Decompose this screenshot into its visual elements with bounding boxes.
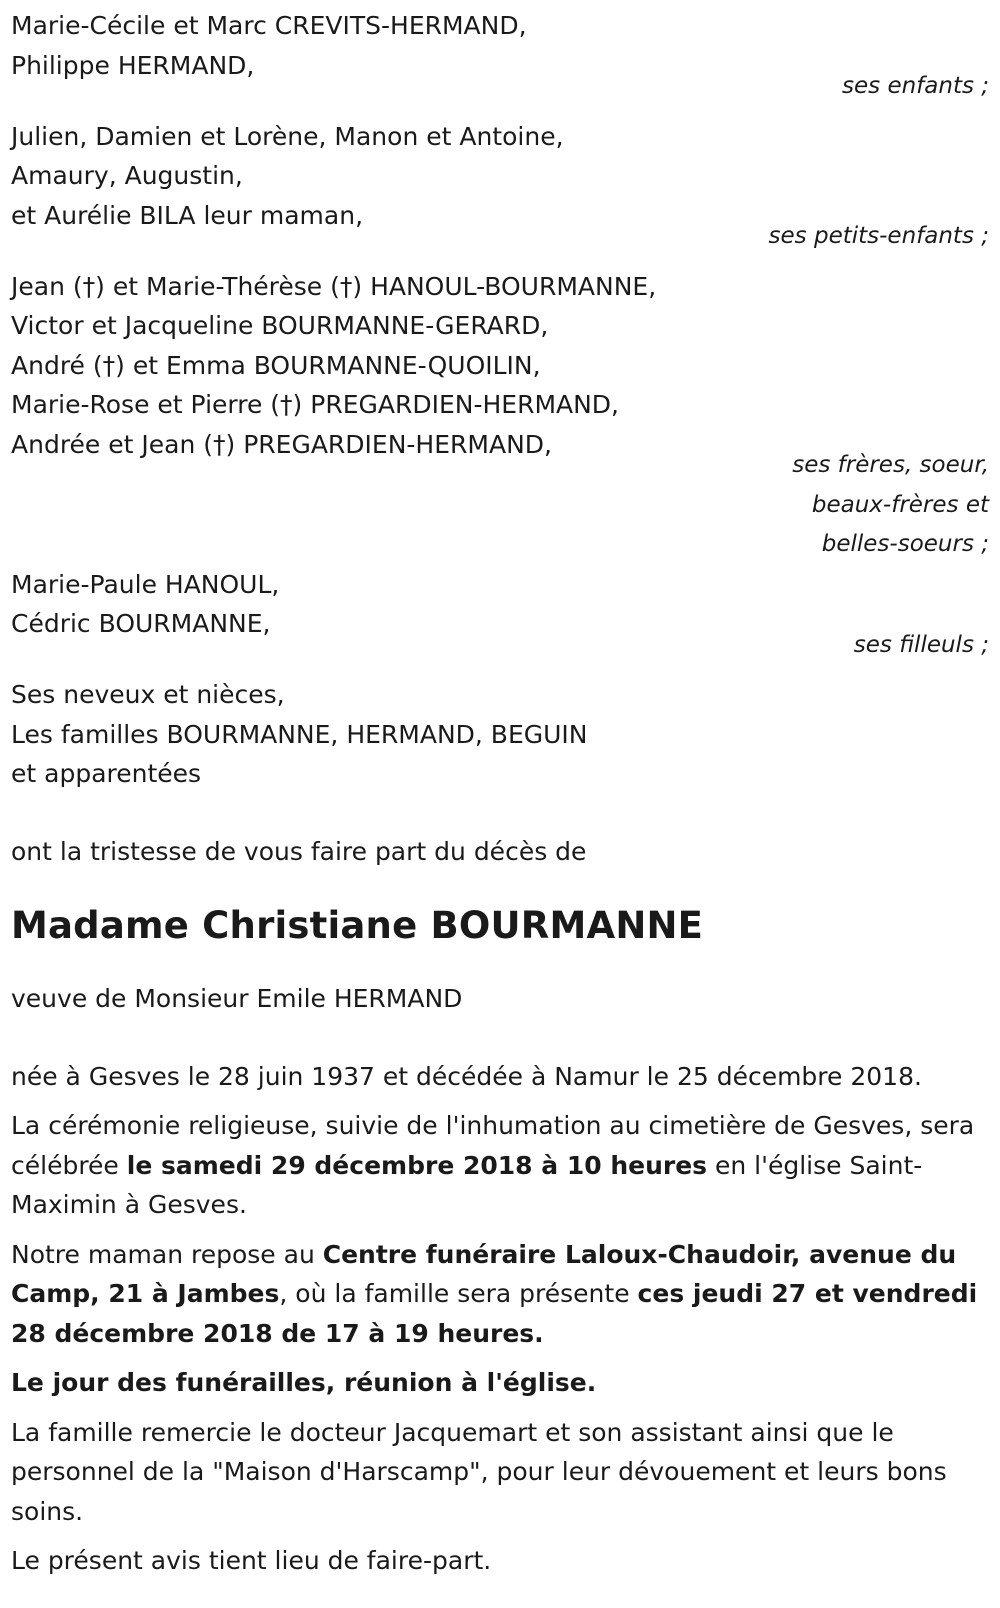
- family-line: Marie-Paule HANOUL,: [11, 569, 280, 599]
- birth-death-text: née à Gesves le 28 juin 1937 et décédée à Namur le 25 décembre 2018.: [11, 1061, 922, 1091]
- visitation-mid: , où la famille sera présente: [279, 1279, 638, 1308]
- ceremony-location: en l'église Saint-Maximin à Gesves.: [11, 1150, 923, 1219]
- siblings-group: [11, 267, 989, 565]
- closing-text: Le présent avis tient lieu de faire-part.: [11, 1546, 492, 1575]
- family-line: Victor et Jacqueline BOURMANNE-GERARD,: [11, 311, 549, 340]
- family-line: André (†) et Emma BOURMANNE-QUOILIN,: [11, 350, 541, 380]
- godchildren-group: [11, 565, 989, 666]
- role-label-children: ses enfants ;: [842, 73, 989, 99]
- family-line: Les familles BOURMANNE, HERMAND, BEGUIN: [11, 719, 588, 749]
- family-line: Philippe HERMAND,: [11, 50, 255, 80]
- ceremony-date: le samedi 29 décembre 2018 à 10 heures: [126, 1150, 708, 1180]
- widow-of-text: veuve de Monsieur Emile HERMAND: [11, 984, 463, 1013]
- visitation-paragraph: [11, 1235, 986, 1354]
- family-line: Andrée et Jean (†) PREGARDIEN-HERMAND,: [11, 429, 552, 459]
- role-label-grandchildren: ses petits-enfants ;: [768, 223, 989, 249]
- deceased-name: Madame Christiane BOURMANNE: [11, 904, 704, 947]
- role-label-siblings-3: belles-soeurs ;: [821, 531, 989, 557]
- role-label-siblings-2: beaux-frères et: [811, 491, 989, 518]
- visitation-dates: ces jeudi 27 et vendredi 28 décembre 2018 de 17 à 19 heures.: [11, 1279, 978, 1348]
- visitation-text: Notre maman repose au: [11, 1239, 323, 1269]
- family-line: Amaury, Augustin,: [11, 161, 243, 190]
- announcement-text: ont la tristesse de vous faire part du décès de: [11, 836, 587, 866]
- children-group: [11, 6, 989, 107]
- family-line: Jean (†) et Marie-Thérèse (†) HANOUL-BOURMANNE,: [11, 271, 657, 301]
- family-line: Ses neveux et nièces,: [11, 680, 285, 709]
- meeting-text: Le jour des funérailles, réunion à l'église.: [11, 1368, 597, 1397]
- obituary-notice: [11, 6, 989, 1591]
- family-line: et apparentées: [11, 759, 202, 788]
- family-line: Marie-Cécile et Marc CREVITS-HERMAND,: [11, 11, 527, 40]
- thanks-text: La famille remercie le docteur Jacquemart et son assistant ainsi que le personnel de la "Maison d'Harscamp", pour leur dévouement et leurs bons soins.: [11, 1417, 947, 1526]
- relatives-group: [11, 675, 989, 794]
- role-label-godchildren: ses filleuls ;: [853, 631, 989, 658]
- grandchildren-group: [11, 117, 989, 257]
- family-line: Marie-Rose et Pierre (†) PREGARDIEN-HERMAND,: [11, 390, 620, 419]
- ceremony-text: La cérémonie religieuse, suivie de l'inhumation au cimetière de Gesves, sera célébrée: [11, 1111, 975, 1180]
- funeral-home: Centre funéraire Laloux-Chaudoir, avenue du Camp, 21 à Jambes: [11, 1239, 957, 1308]
- family-line: Cédric BOURMANNE,: [11, 609, 271, 638]
- family-line: et Aurélie BILA leur maman,: [11, 200, 364, 230]
- role-label-siblings-1: ses frères, soeur,: [792, 452, 989, 478]
- family-line: Julien, Damien et Lorène, Manon et Antoine,: [11, 121, 564, 151]
- ceremony-paragraph: [11, 1106, 986, 1225]
